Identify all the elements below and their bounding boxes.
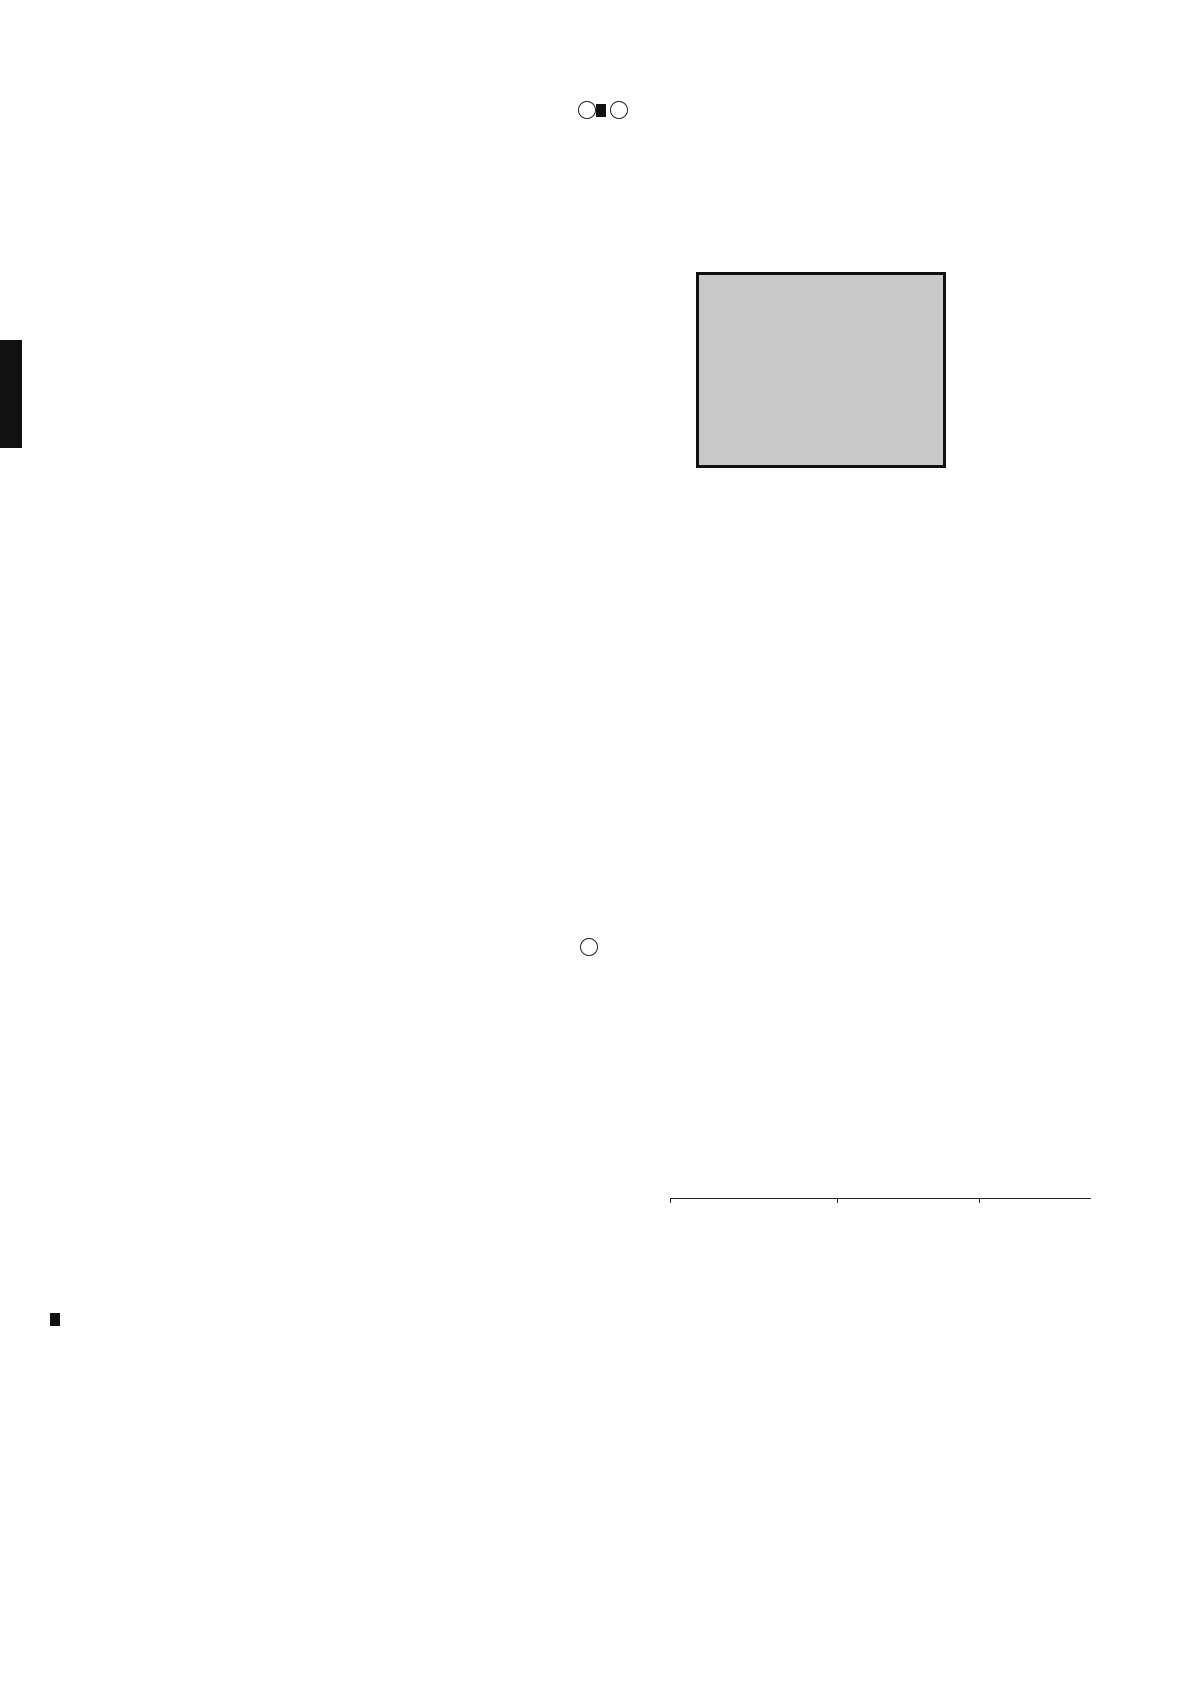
- language-side-tab: [0, 340, 22, 448]
- table-cell: [980, 1199, 1092, 1204]
- marker-icon: [601, 104, 606, 117]
- table-cell: [838, 1199, 980, 1204]
- tv-screen-menu: [696, 272, 946, 468]
- tuning-paragraph-1: [578, 101, 628, 124]
- tuning-paragraph-5: [580, 938, 598, 959]
- table-row: [580, 1199, 1091, 1204]
- marker-icon: [55, 1313, 60, 1326]
- table-cell: [671, 1199, 838, 1204]
- channel-table: [580, 1198, 1091, 1203]
- table-row-label: [580, 1199, 671, 1204]
- operation-paragraph-3: [50, 1311, 60, 1331]
